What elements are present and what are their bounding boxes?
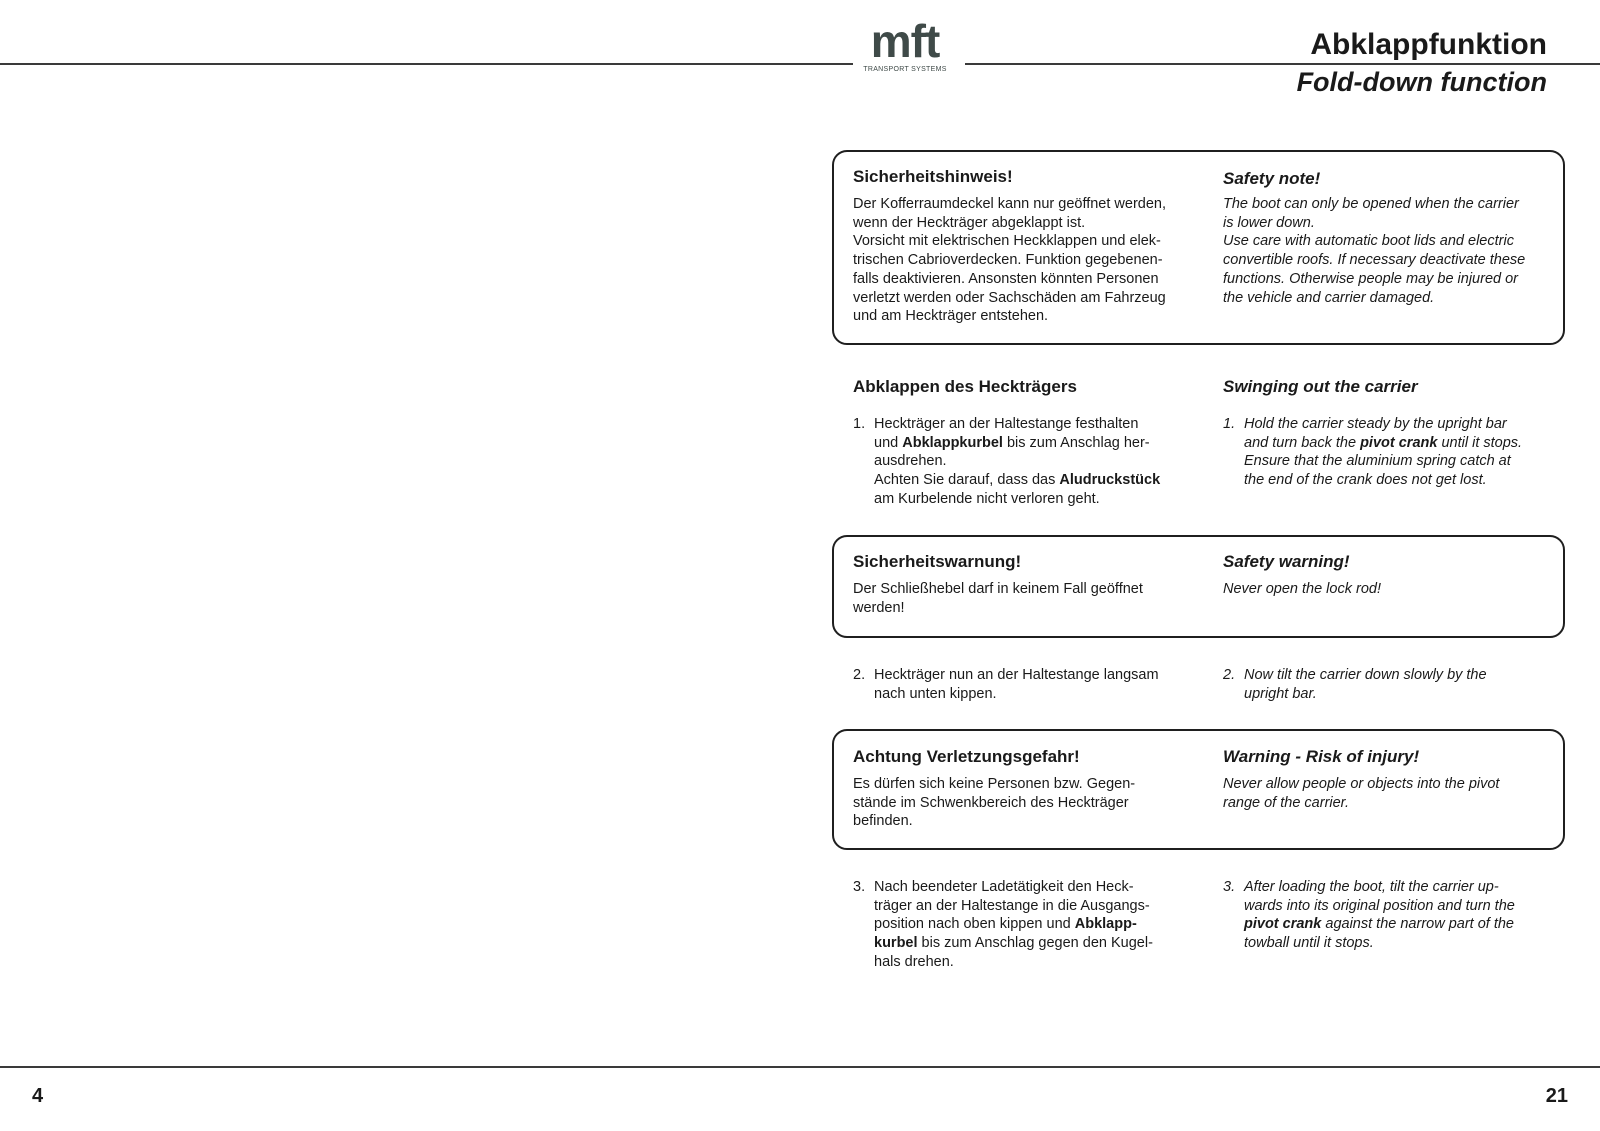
line: Vorsicht mit elektrischen Heckklappen und elek- — [853, 233, 1161, 250]
line: ausdrehen. — [874, 453, 947, 470]
safety-note-heading-de: Sicherheitshinweis! — [853, 167, 1013, 186]
page-number-left: 4 — [32, 1085, 44, 1107]
text: against the narrow part of the — [1321, 916, 1515, 933]
step-body — [1244, 666, 1558, 703]
line: Heckträger nun an der Haltestange langsam — [874, 667, 1159, 683]
term-abklappkurbel: kurbel — [874, 935, 918, 952]
line: befinden. — [853, 813, 913, 830]
line: und am Heckträger entstehen. — [853, 308, 1049, 325]
line — [874, 915, 1188, 934]
line: am Kurbelende nicht verloren geht. — [874, 490, 1100, 507]
line: Der Kofferraumdeckel kann nur geöffnet werden, — [853, 196, 1167, 212]
step-number: 2. — [1223, 667, 1236, 683]
safety-note-en — [1223, 169, 1558, 307]
line: The boot can only be opened when the carrier — [1223, 196, 1519, 212]
line — [1244, 915, 1558, 934]
term-abklappkurbel: Abklapp- — [1074, 916, 1137, 933]
safety-warning-heading-en: Safety warning! — [1223, 552, 1350, 571]
injury-warning-text-en — [1223, 775, 1558, 812]
line: Never allow people or objects into the pivot — [1223, 776, 1500, 792]
line — [874, 434, 1188, 453]
line: verletzt werden oder Sachschäden am Fahrzeug — [853, 289, 1166, 306]
text: position nach oben kippen und — [874, 916, 1075, 933]
line: Hold the carrier steady by the upright bar — [1244, 416, 1507, 432]
text: Achten Sie darauf, dass das — [874, 472, 1060, 489]
line: falls deaktivieren. Ansonsten könnten Personen — [853, 270, 1159, 287]
injury-warning-heading-en: Warning - Risk of injury! — [1223, 747, 1420, 766]
safety-note-text-de — [853, 195, 1188, 326]
line: träger an der Haltestange in die Ausgangs- — [874, 897, 1150, 914]
term-abklappkurbel: Abklappkurbel — [902, 434, 1003, 451]
step-number: 1. — [853, 416, 866, 432]
line: the end of the crank does not get lost. — [1244, 472, 1487, 489]
line: After loading the boot, tilt the carrier up- — [1244, 879, 1499, 895]
step-number: 3. — [1223, 879, 1236, 895]
term-pivot-crank: pivot crank — [1360, 434, 1438, 451]
line: wenn der Heckträger abgeklappt ist. — [853, 214, 1086, 231]
line: nach unten kippen. — [874, 685, 997, 702]
step-1-en — [1223, 415, 1558, 490]
line: range of the carrier. — [1223, 794, 1349, 811]
text: bis zum Anschlag her- — [1002, 434, 1150, 451]
line — [1244, 434, 1558, 453]
injury-warning-heading-de: Achtung Verletzungsgefahr! — [853, 747, 1080, 766]
line: hals drehen. — [874, 953, 954, 970]
step-body — [874, 878, 1188, 972]
text: until it stops. — [1437, 434, 1523, 451]
line: Now tilt the carrier down slowly by the — [1244, 667, 1487, 683]
step-body — [1244, 878, 1558, 953]
step-number: 2. — [853, 667, 866, 683]
page-number-right: 21 — [1545, 1085, 1568, 1107]
header-rule-left — [0, 63, 853, 65]
safety-note-text-en — [1223, 195, 1558, 307]
logo-mark: mft — [870, 15, 940, 67]
line: towball until it stops. — [1244, 935, 1374, 952]
line: werden! — [853, 599, 905, 616]
line: stände im Schwenkbereich des Heckträger — [853, 794, 1129, 811]
text: and turn back the — [1244, 434, 1361, 451]
line: Never open the lock rod! — [1223, 581, 1381, 597]
section-heading-de: Abklappen des Heckträgers — [853, 377, 1077, 396]
line: functions. Otherwise people may be injured or — [1223, 270, 1518, 287]
safety-warning-text-de — [853, 580, 1188, 617]
line: wards into its original position and turn the — [1244, 897, 1515, 914]
step-number: 3. — [853, 879, 866, 895]
safety-warning-text-en — [1223, 580, 1558, 599]
line: the vehicle and carrier damaged. — [1223, 289, 1435, 306]
line: upright bar. — [1244, 685, 1317, 702]
injury-warning-de — [853, 747, 1188, 831]
mft-logo — [853, 15, 957, 73]
step-1-de — [853, 415, 1188, 509]
header-rule-right — [965, 63, 1600, 65]
line — [874, 934, 1188, 953]
step-2-en — [1223, 666, 1558, 703]
safety-warning-de — [853, 552, 1188, 617]
term-aludruckstueck: Aludruckstück — [1059, 472, 1161, 489]
line: convertible roofs. If necessary deactivate these — [1223, 252, 1526, 269]
step-body — [874, 415, 1188, 509]
line — [874, 471, 1188, 490]
text: bis zum Anschlag gegen den Kugel- — [917, 935, 1153, 952]
injury-warning-text-de — [853, 775, 1188, 831]
safety-warning-en — [1223, 552, 1558, 599]
step-3-de — [853, 878, 1188, 972]
line: Ensure that the aluminium spring catch at — [1244, 453, 1511, 470]
section-heading-en: Swinging out the carrier — [1223, 377, 1418, 396]
line: is lower down. — [1223, 214, 1315, 231]
term-pivot-crank: pivot crank — [1244, 916, 1322, 933]
line: Use care with automatic boot lids and electric — [1223, 233, 1514, 250]
logo-tagline: TRANSPORT SYSTEMS — [863, 66, 947, 73]
safety-note-de — [853, 167, 1188, 326]
step-2-de — [853, 666, 1188, 703]
safety-note-heading-en: Safety note! — [1223, 169, 1321, 188]
line: Der Schließhebel darf in keinem Fall geöffnet — [853, 581, 1143, 597]
page-title-en: Fold-down function — [1296, 67, 1547, 97]
step-3-en — [1223, 878, 1558, 953]
footer-rule — [0, 1066, 1600, 1068]
injury-warning-en — [1223, 747, 1558, 812]
page-title-de: Abklappfunktion — [1310, 28, 1547, 61]
text: und — [874, 434, 903, 451]
safety-warning-heading-de: Sicherheitswarnung! — [853, 552, 1022, 571]
step-body — [874, 666, 1188, 703]
line: Es dürfen sich keine Personen bzw. Gegen- — [853, 776, 1136, 792]
step-body — [1244, 415, 1558, 490]
line: Nach beendeter Ladetätigkeit den Heck- — [874, 879, 1134, 895]
step-number: 1. — [1223, 416, 1236, 432]
line: Heckträger an der Haltestange festhalten — [874, 416, 1139, 432]
line: trischen Cabrioverdecken. Funktion gegebenen- — [853, 252, 1163, 269]
